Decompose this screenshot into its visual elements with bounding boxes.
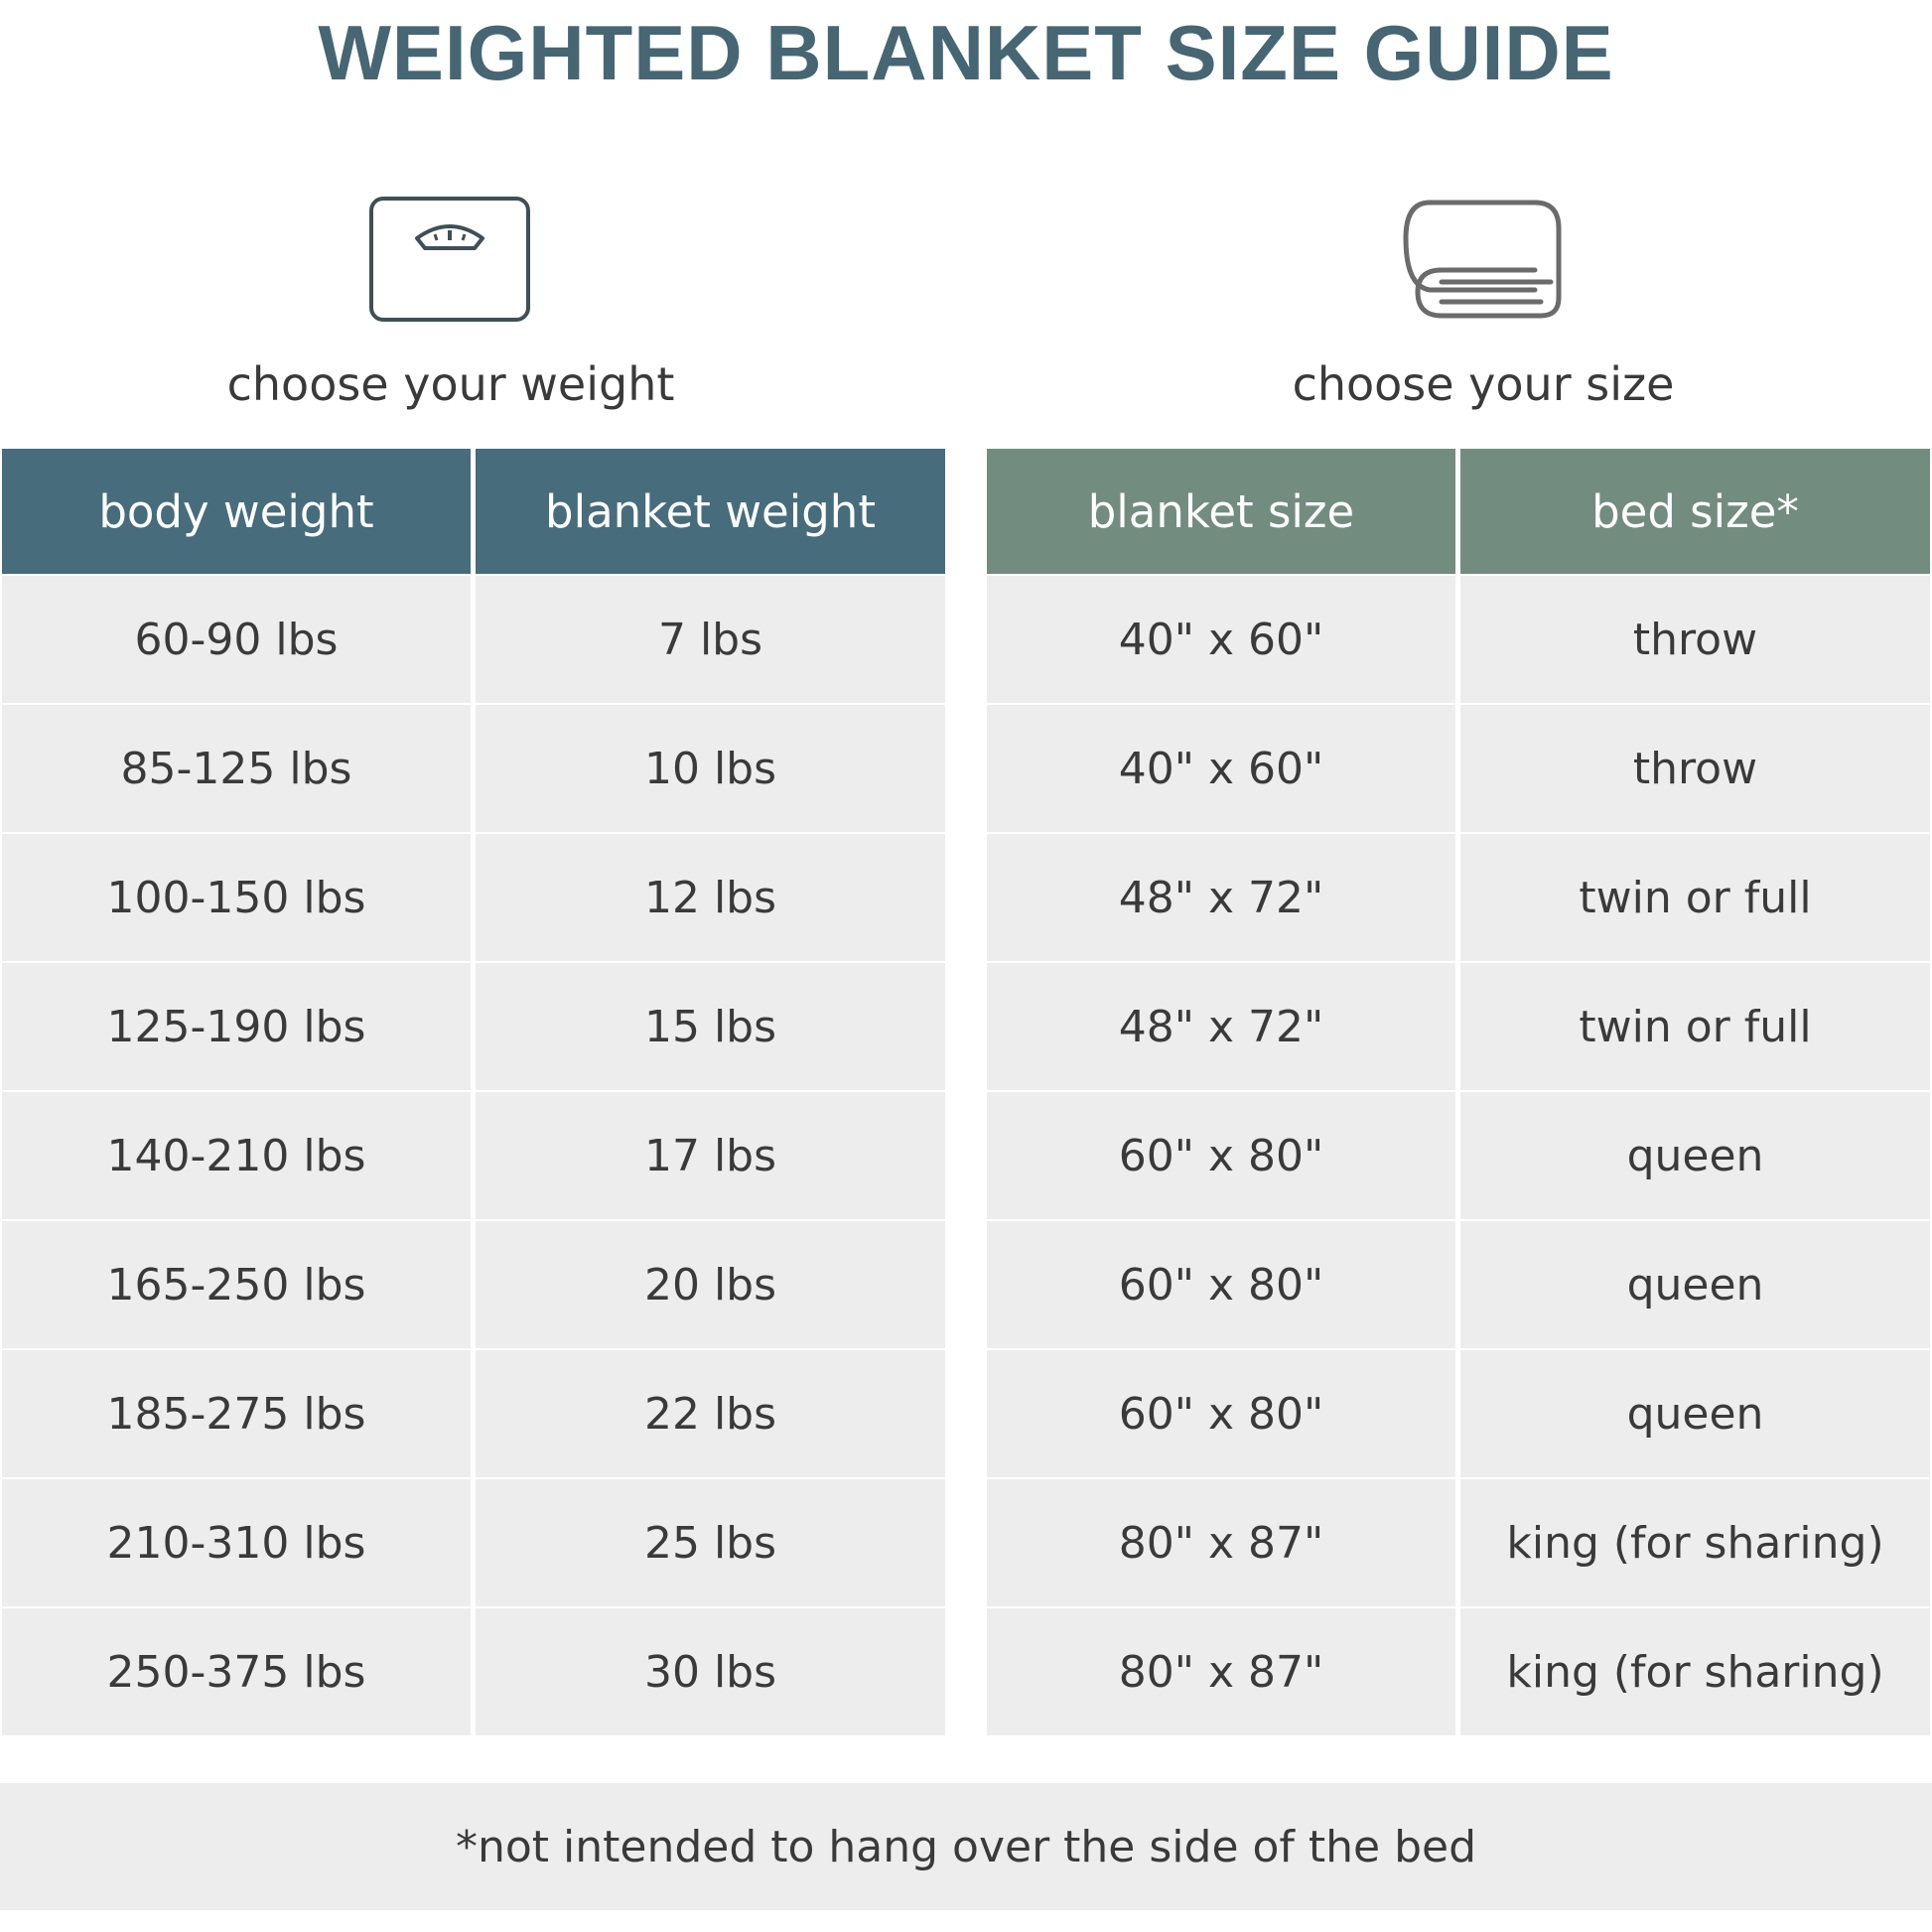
blanket-size-cell: 40" x 60" [987,705,1455,832]
header-body-weight: body weight [2,449,471,574]
body-weight-cell: 100-150 lbs [2,834,471,961]
blanket-size-cell: 80" x 87" [987,1608,1455,1735]
bed-size-cell: queen [1460,1221,1930,1348]
page-title: WEIGHTED BLANKET SIZE GUIDE [318,9,1614,96]
blanket-weight-cell: 15 lbs [476,963,945,1090]
folded-blanket-icon [1402,199,1565,322]
blanket-size-cell: 48" x 72" [987,834,1455,961]
weight-table-header [2,449,945,574]
blanket-weight-cell: 12 lbs [476,834,945,961]
blanket-weight-cell: 30 lbs [476,1608,945,1735]
table-row [987,834,1930,961]
scale-icon [369,197,530,324]
blanket-size-cell: 60" x 80" [987,1350,1455,1477]
header-blanket-size: blanket size [987,449,1455,574]
blanket-weight-cell: 7 lbs [476,576,945,703]
body-weight-cell: 250-375 lbs [2,1608,471,1735]
body-weight-cell: 185-275 lbs [2,1350,471,1477]
table-row [987,705,1930,832]
table-row [987,576,1930,703]
body-weight-cell: 125-190 lbs [2,963,471,1090]
blanket-size-cell: 40" x 60" [987,576,1455,703]
body-weight-cell: 165-250 lbs [2,1221,471,1348]
table-row [987,1350,1930,1477]
blanket-size-cell: 48" x 72" [987,963,1455,1090]
bed-size-cell: queen [1460,1350,1930,1477]
blanket-size-cell: 80" x 87" [987,1479,1455,1606]
size-subtitle: choose your size [1292,357,1675,411]
bed-size-cell: throw [1460,576,1930,703]
table-row [2,576,945,703]
body-weight-cell: 85-125 lbs [2,705,471,832]
blanket-size-cell: 60" x 80" [987,1221,1455,1348]
bed-size-cell: twin or full [1460,834,1930,961]
bed-size-cell: queen [1460,1092,1930,1219]
body-weight-cell: 210-310 lbs [2,1479,471,1606]
table-row [2,1221,945,1348]
body-weight-cell: 140-210 lbs [2,1092,471,1219]
header-bed-size: bed size* [1460,449,1930,574]
table-row [2,834,945,961]
size-table-header [987,449,1930,574]
table-row [2,1350,945,1477]
table-row [2,963,945,1090]
size-table [987,449,1930,1735]
table-row [987,1608,1930,1735]
footnote: *not intended to hang over the side of the bed [0,1783,1932,1910]
table-row [2,1092,945,1219]
weight-subtitle: choose your weight [226,357,675,411]
bed-size-cell: king (for sharing) [1460,1479,1930,1606]
header-blanket-weight: blanket weight [476,449,945,574]
bed-size-cell: throw [1460,705,1930,832]
table-row [987,1221,1930,1348]
blanket-weight-cell: 22 lbs [476,1350,945,1477]
table-row [987,1092,1930,1219]
blanket-weight-cell: 10 lbs [476,705,945,832]
blanket-weight-cell: 25 lbs [476,1479,945,1606]
table-row [987,963,1930,1090]
table-row [987,1479,1930,1606]
body-weight-cell: 60-90 lbs [2,576,471,703]
table-row [2,1608,945,1735]
bed-size-cell: king (for sharing) [1460,1608,1930,1735]
bed-size-cell: twin or full [1460,963,1930,1090]
blanket-size-cell: 60" x 80" [987,1092,1455,1219]
table-row [2,705,945,832]
weight-table [2,449,945,1735]
blanket-weight-cell: 17 lbs [476,1092,945,1219]
blanket-weight-cell: 20 lbs [476,1221,945,1348]
table-row [2,1479,945,1606]
